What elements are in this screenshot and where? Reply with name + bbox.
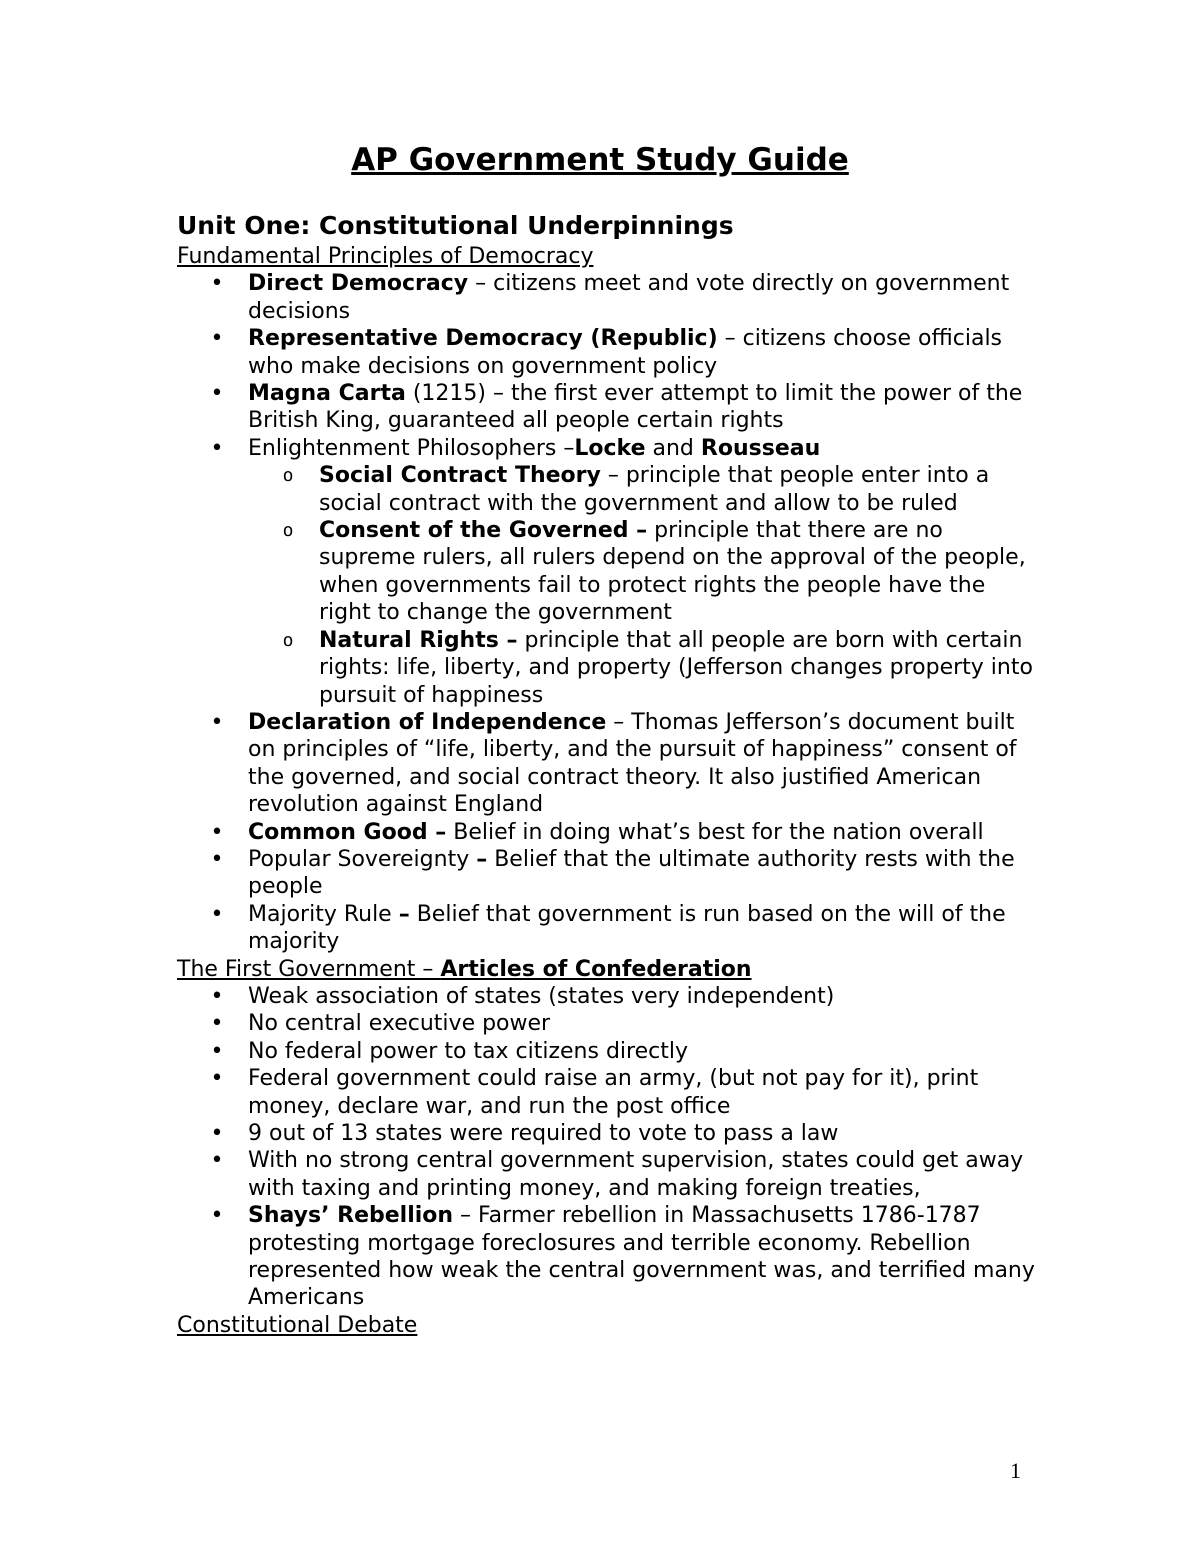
unit-heading: Unit One: Constitutional Underpinnings xyxy=(177,211,734,240)
list-item xyxy=(177,270,1037,325)
definition: Belief in doing what’s best for the nation overall xyxy=(446,819,984,845)
term: Direct Democracy xyxy=(248,271,469,297)
text: Weak association of states (states very independent) xyxy=(248,983,835,1009)
bullet-icon: • xyxy=(210,1066,224,1092)
text: Federal government could raise an army, (but not pay for it), print money, declare war, and run the post office xyxy=(248,1066,979,1119)
list-item xyxy=(177,325,1037,380)
list-item xyxy=(177,1010,1037,1037)
bullet-icon: • xyxy=(210,1038,224,1064)
term: Rousseau xyxy=(700,435,821,461)
term: Consent of the Governed – xyxy=(319,518,648,544)
document-body xyxy=(177,243,1037,1339)
heading-text: The First Government – xyxy=(177,956,441,982)
articles-list xyxy=(177,983,1037,1312)
text: and xyxy=(645,435,701,461)
definition: – principle that people enter into a social contract with the government and allow to be ruled xyxy=(319,463,990,516)
bullet-icon: • xyxy=(210,819,224,845)
circle-bullet-icon: o xyxy=(282,520,294,542)
heading-bold-text: Articles of Confederation xyxy=(440,956,752,982)
term: Common Good – xyxy=(248,819,447,845)
principles-list xyxy=(177,270,1037,955)
list-item xyxy=(177,380,1037,435)
list-item xyxy=(177,819,1037,846)
bullet-icon: • xyxy=(210,983,224,1009)
definition: principle that there are no supreme rulers, all rulers depend on the approval of the people, when governments fail to protect rights the people have the right to change the government xyxy=(319,518,1026,626)
term: Locke xyxy=(574,435,646,461)
text: No federal power to tax citizens directly xyxy=(248,1038,688,1064)
list-item xyxy=(177,846,1037,901)
circle-bullet-icon: o xyxy=(282,629,294,651)
term: – xyxy=(476,846,488,872)
text: Enlightenment Philosophers – xyxy=(248,435,575,461)
bullet-icon: • xyxy=(210,1011,224,1037)
definition: – Thomas Jefferson’s document built on principles of “life, liberty, and the pursuit of happiness” consent of the governed, and social contract theory. It also justified American revolution against England xyxy=(248,709,1017,818)
bullet-icon: • xyxy=(210,709,224,735)
bullet-icon: • xyxy=(210,435,224,461)
term: Magna Carta xyxy=(248,381,406,407)
bullet-icon: • xyxy=(210,1121,224,1146)
term: Shays’ Rebellion xyxy=(248,1203,454,1229)
list-item xyxy=(177,901,1037,956)
term: Social Contract Theory xyxy=(319,463,601,489)
sublist-item xyxy=(248,462,1037,517)
definition: – citizens choose officials who make decisions on government policy xyxy=(248,326,1003,379)
definition: – Farmer rebellion in Massachusetts 1786-1787 protesting mortgage foreclosures and terrible economy. Rebellion represented how weak the central government was, and terrified many Americans xyxy=(248,1203,1035,1311)
definition: – citizens meet and vote directly on government decisions xyxy=(248,271,1010,324)
bullet-icon: • xyxy=(210,1148,224,1174)
text: With no strong central government supervision, states could get away with taxing and printing money, and making foreign treaties, xyxy=(248,1148,1024,1201)
page-number: 1 xyxy=(1010,1458,1021,1483)
bullet-icon: • xyxy=(210,901,224,927)
list-item xyxy=(177,1120,1037,1147)
section-heading-first-government xyxy=(177,956,1037,983)
section-heading-constitutional-debate: Constitutional Debate xyxy=(177,1312,418,1338)
bullet-icon: • xyxy=(210,381,224,407)
term: Natural Rights – xyxy=(319,627,518,653)
list-item xyxy=(177,1202,1037,1312)
definition: principle that all people are born with certain rights: life, liberty, and property (Jefferson changes property into pursuit of happiness xyxy=(319,627,1033,708)
text: Popular Sovereignty xyxy=(248,846,477,872)
definition: (1215) – the first ever attempt to limit the power of the British King, guaranteed all people certain rights xyxy=(248,381,1023,434)
section-heading-fundamental-principles: Fundamental Principles of Democracy xyxy=(177,244,594,269)
text: 9 out of 13 states were required to vote to pass a law xyxy=(248,1121,839,1146)
list-item xyxy=(177,435,1037,709)
term: Declaration of Independence xyxy=(248,709,607,735)
list-item xyxy=(177,983,1037,1010)
term: Representative Democracy (Republic) xyxy=(248,326,718,352)
sublist-item xyxy=(248,517,1037,627)
list-item xyxy=(177,709,1037,819)
term: – xyxy=(398,901,410,927)
list-item xyxy=(177,1065,1037,1120)
definition: Belief that the ultimate authority rests with the people xyxy=(248,846,1015,900)
circle-bullet-icon: o xyxy=(282,465,294,487)
bullet-icon: • xyxy=(210,326,224,352)
bullet-icon: • xyxy=(210,846,224,872)
text: No central executive power xyxy=(248,1011,551,1037)
sublist-item xyxy=(248,627,1037,709)
bullet-icon: • xyxy=(210,1203,224,1229)
text: Majority Rule xyxy=(248,901,399,927)
philosophy-sublist xyxy=(248,462,1037,709)
bullet-icon: • xyxy=(210,271,224,297)
list-item xyxy=(177,1147,1037,1202)
document-title: AP Government Study Guide xyxy=(351,142,849,178)
definition: Belief that government is run based on the will of the majority xyxy=(248,901,1006,955)
list-item xyxy=(177,1038,1037,1065)
